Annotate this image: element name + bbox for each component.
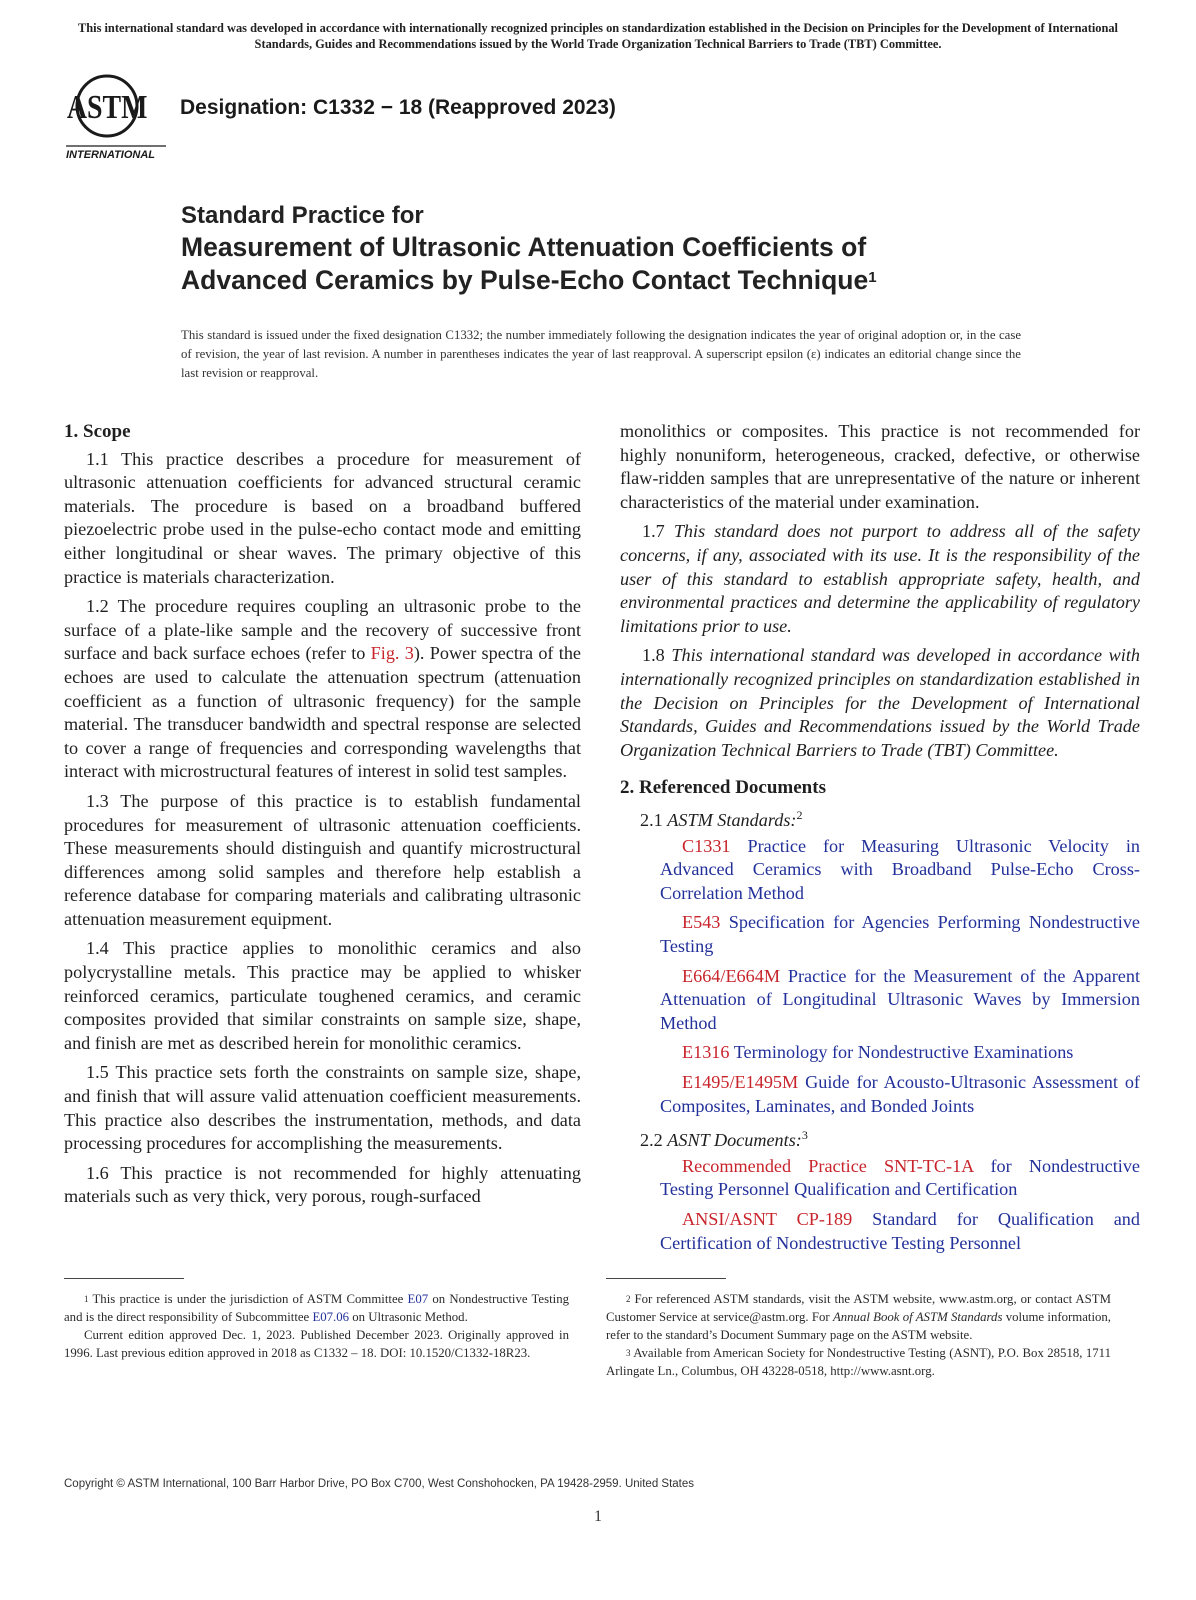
para-1-3: 1.3 The purpose of this practice is to establish fundamental procedures for measurement of ultrasonic attenuation coefficients. These measurements should distinguish and quantify microstructural differences among solid samples and therefore help establish a reference database for comparing materials and calibrating ultrasonic attenuation measurement equipment. [64, 790, 581, 929]
para-1-5: 1.5 This practice sets forth the constraints on sample size, shape, and finish that will assure valid attenuation coefficient measurements. This practice also describes the instrumentation, methods, and data processing procedures for accomplishing the measurements. [64, 1062, 581, 1154]
footnote-2-mark[interactable]: 2 [796, 807, 803, 822]
astm-ref-item[interactable] [620, 911, 1140, 958]
ref-title[interactable]: Practice for Measuring Ultrasonic Velocity in Advanced Ceramics with Broadband Pulse-Echo Cross-Correlation Method [660, 835, 1140, 903]
asnt-documents-label: 2.2 ASNT Documents:$^3$ [640, 1128, 808, 1151]
fig-3-link[interactable]: Fig. 3 [370, 643, 414, 664]
para-1-2: 1.2 The procedure requires coupling an ultrasonic probe to the surface of a plate-like sample and the recovery of successive front surface and back surface echoes (refer to Fig. 3). Power spectra of the echoes are used to calculate the attenuation spectrum (attenuation coefficient as a function of ultrasonic frequency) for the sample material. The transducer bandwidth and spectral response are selected to cover a range of frequencies and corresponding wavelengths that interact with microstructural features of interest in solid test samples. [64, 596, 581, 782]
astm-ref-item[interactable] [620, 965, 1140, 1036]
para-1-6-cont: monolithics or composites. This practice is not recommended for highly nonuniform, heterogeneous, cracked, defective, or otherwise flaw-ridden samples that are unrepresentative of the nature or inherent characteristics of the material under examination. [620, 421, 1140, 512]
title-footnote-mark[interactable]: 1 [868, 269, 877, 286]
asnt-ref-item[interactable] [620, 1208, 1140, 1255]
title-line-1: Standard Practice for [181, 202, 424, 229]
right-column [620, 420, 1140, 1261]
astm-ref-item[interactable] [620, 835, 1140, 906]
top-notice: This international standard was developed in accordance with internationally recognized principles on standardization established in the Decision on Principles for the Development of International Standards, Guides and Recommendations issued by the World Trade Organization Technical Barriers to Trade (TBT) Committee. [77, 21, 1119, 51]
astm-logo [62, 66, 170, 164]
ref-title[interactable]: Standard for Qualification and Certification of Nondestructive Testing Personnel [660, 1208, 1140, 1253]
footnote-3: $^3$ Available from American Society for Nondestructive Testing (ASNT), P.O. Box 28518, 1711 Arlingate Ln., Columbus, OH 43228-0518, http://www.asnt.org. [606, 1346, 1111, 1378]
e07-06-link[interactable]: E07.06 [312, 1310, 350, 1324]
para-1-8: 1.8 This international standard was developed in accordance with internationally recognized principles on standardization established in the Decision on Principles for the Development of International Standards, Guides and Recommendations issued by the World Trade Organization Technical Barriers to Trade (TBT) Committee. [620, 645, 1141, 760]
referenced-documents-heading: 2. Referenced Documents [620, 777, 826, 799]
para-1-1: 1.1 This practice describes a procedure for measurement of ultrasonic attenuation coefficients for advanced structural ceramic materials. The procedure is based on a broadband buffered piezoelectric probe used in the pulse-echo contact mode and emitting either longitudinal or shear waves. The primary objective of this practice is materials characterization. [64, 448, 581, 587]
ref-title[interactable]: Practice for the Measurement of the Apparent Attenuation of Longitudinal Ultrasonic Waves by Immersion Method [660, 965, 1140, 1033]
footnote-1: $^1$ This practice is under the jurisdiction of ASTM Committee E07 on Nondestructive Testing and is the direct responsibility of Subcommittee E07.06 on Ultrasonic Method. Current edition approved Dec. 1, 2023. Published December 2023. Originally approved in 1996. Last previous edition approved in 2018 as C1332 – 18. DOI: 10.1520/C1332-18R23. [64, 1292, 570, 1360]
svg-text:ASTM: ASTM [66, 87, 148, 126]
footer-copyright: Copyright © ASTM International, 100 Barr Harbor Drive, PO Box C700, West Conshohocken, PA 19428-2959. United States [64, 1478, 695, 1490]
astm-ref-item[interactable] [620, 1071, 1140, 1118]
ref-title[interactable]: for Nondestructive Testing Personnel Qualification and Certification [660, 1155, 1140, 1200]
ref-code[interactable]: E664/E664M [682, 965, 781, 986]
designation: Designation: C1332 − 18 (Reapproved 2023) [180, 96, 616, 119]
ref-title[interactable]: Terminology for Nondestructive Examinations [729, 1042, 1074, 1063]
footnote-2: $^2$ For referenced ASTM standards, visit the ASTM website, www.astm.org, or contact ASTM Customer Service at service@astm.org. For Annual Book of ASTM Standards volume information, refer to the standard’s Document Summary page on the ASTM website. [606, 1292, 1112, 1342]
astm-logo-icon [62, 66, 170, 164]
astm-standards-label: 2.1 ASTM Standards:$^2$ [640, 807, 803, 830]
para-1-6-start: 1.6 This practice is not recommended for highly attenuating materials such as very thick, very porous, rough-surfaced [64, 1162, 581, 1207]
scope-heading: 1. Scope [64, 421, 131, 442]
ref-code[interactable]: E543 [682, 912, 721, 933]
ref-code[interactable]: ANSI/ASNT CP-189 [682, 1208, 853, 1229]
footnotes-2-3 [606, 1290, 1111, 1380]
svg-text:INTERNATIONAL: INTERNATIONAL [66, 149, 156, 161]
asnt-ref-item[interactable] [620, 1155, 1140, 1202]
ref-code[interactable]: E1495/E1495M [682, 1071, 799, 1092]
title-line-3: Advanced Ceramics by Pulse-Echo Contact Technique$^1$ [181, 265, 877, 295]
e07-link[interactable]: E07 [407, 1292, 429, 1306]
astm-ref-item[interactable] [620, 1041, 1140, 1065]
para-1-4: 1.4 This practice applies to monolithic ceramics and also polycrystalline metals. This practice may be applied to whisker reinforced ceramics, particulate toughened ceramics, and ceramic composites provided that similar constraints on sample size, shape, and finish are met as described herein for monolithic ceramics. [64, 938, 581, 1053]
astm-refs-list [620, 835, 1140, 1119]
ref-title[interactable]: Specification for Agencies Performing Nondestructive Testing [660, 912, 1140, 956]
ref-code[interactable]: C1331 [682, 835, 731, 856]
page-number: 1 [594, 1508, 602, 1525]
ref-code[interactable]: E1316 [682, 1042, 730, 1063]
asnt-refs-list [620, 1155, 1140, 1255]
footnote-rule-right [606, 1278, 726, 1279]
title-line-2: Measurement of Ultrasonic Attenuation Coefficients of [181, 232, 867, 262]
left-column [64, 420, 581, 1215]
issue-note: This standard is issued under the fixed designation C1332; the number immediately following the designation indicates the year of original adoption or, in the case of revision, the year of last revision. A number in parentheses indicates the year of last reapproval. A superscript epsilon (ε) indicates an editorial change since the last revision or reapproval. [181, 328, 1021, 380]
footnote-rule-left [64, 1278, 184, 1279]
ref-code[interactable]: Recommended Practice SNT-TC-1A [682, 1155, 974, 1176]
document-title [181, 200, 1081, 297]
footnote-3-mark[interactable]: 3 [801, 1128, 808, 1143]
para-1-7: 1.7 This standard does not purport to address all of the safety concerns, if any, associated with its use. It is the responsibility of the user of this standard to establish appropriate safety, health, and environmental practices and determine the applicability of regulatory limitations prior to use. [620, 521, 1141, 636]
ref-title[interactable]: Guide for Acousto-Ultrasonic Assessment of Composites, Laminates, and Bonded Joints [660, 1071, 1140, 1116]
current-edition-note: Current edition approved Dec. 1, 2023. Published December 2023. Originally approved in 1996. Last previous edition approved in 2018 as C1332 – 18. DOI: 10.1520/C1332-18R23. [64, 1328, 569, 1360]
